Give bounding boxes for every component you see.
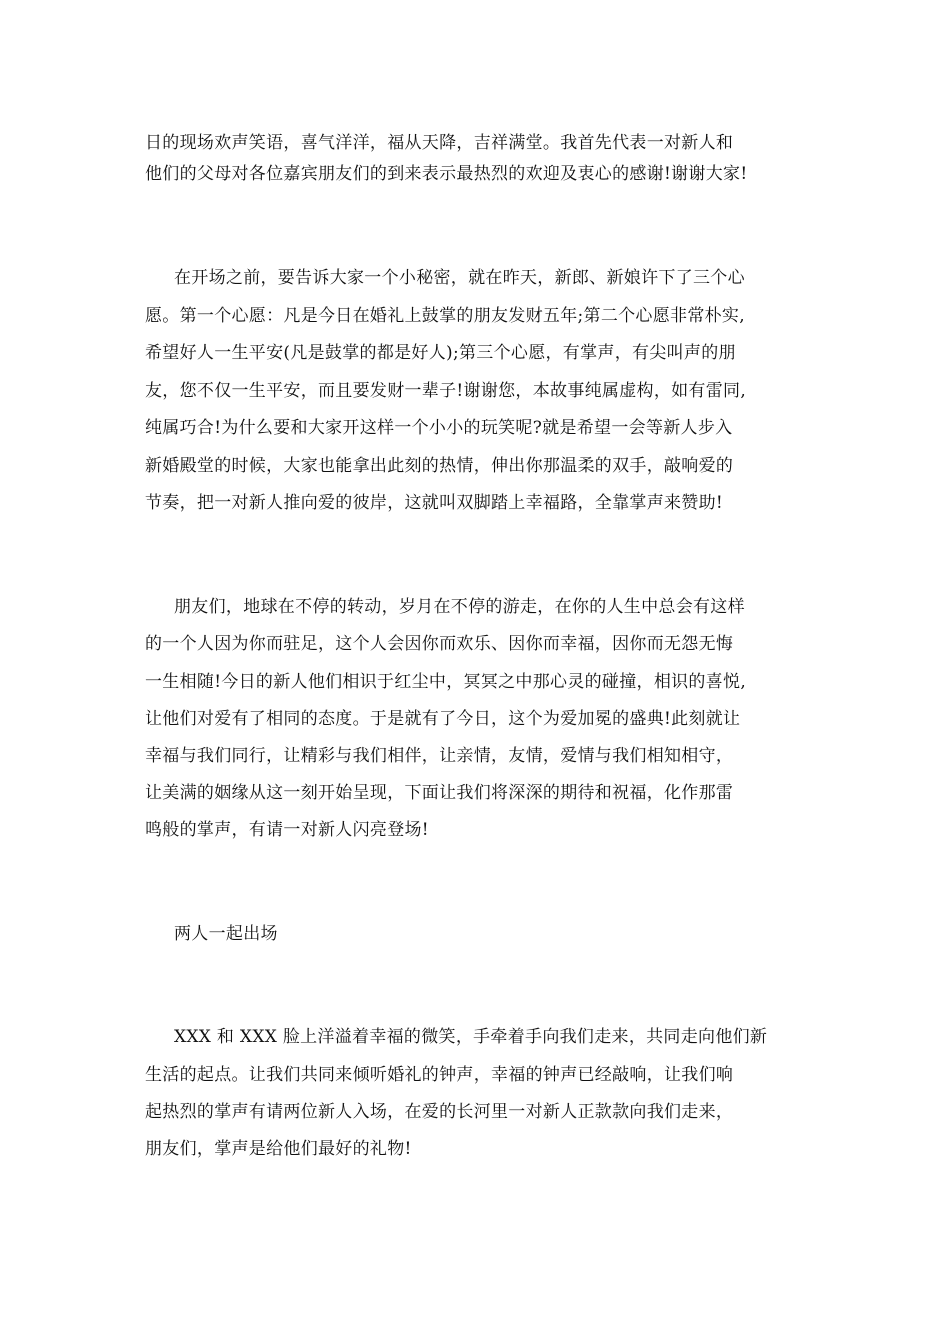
paragraph-3-line-4: 让他们对爱有了相同的态度。于是就有了今日，这个为爱加冕的盛典!此刻就让 <box>145 709 741 729</box>
paragraph-2-line-6: 新婚殿堂的时候，大家也能拿出此刻的热情，伸出你那温柔的双手，敲响爱的 <box>145 456 734 476</box>
paragraph-4-line-3: 起热烈的掌声有请两位新人入场，在爱的长河里一对新人正款款向我们走来， <box>145 1102 734 1122</box>
paragraph-2-line-1: 在开场之前，要告诉大家一个小秘密，就在昨天，新郎、新娘许下了三个心 <box>174 268 745 288</box>
paragraph-3-line-6: 让美满的姻缘从这一刻开始呈现，下面让我们将深深的期待和祝福，化作那雷 <box>145 783 734 803</box>
paragraph-1-line-1: 日的现场欢声笑语，喜气洋洋，福从天降，吉祥满堂。我首先代表一对新人和 <box>145 133 734 153</box>
paragraph-2-line-2: 愿。第一个心愿：凡是今日在婚礼上鼓掌的朋友发财五年;第二个心愿非常朴实, <box>145 306 745 326</box>
paragraph-4-line-1: XXX 和 XXX 脸上洋溢着幸福的微笑，手牵着手向我们走来，共同走向他们新 <box>174 1027 768 1047</box>
paragraph-3-line-2: 的一个人因为你而驻足，这个人会因你而欢乐、因你而幸福，因你而无怨无悔 <box>145 634 734 654</box>
paragraph-3-line-1: 朋友们，地球在不停的转动，岁月在不停的游走，在你的人生中总会有这样 <box>174 597 745 617</box>
paragraph-3-line-7: 鸣般的掌声，有请一对新人闪亮登场! <box>145 820 429 840</box>
paragraph-2-line-4: 友，您不仅一生平安，而且要发财一辈子!谢谢您，本故事纯属虚构，如有雷同, <box>145 381 747 401</box>
paragraph-4-line-4: 朋友们，掌声是给他们最好的礼物! <box>145 1139 412 1159</box>
paragraph-3-line-5: 幸福与我们同行，让精彩与我们相伴，让亲情，友情，爱情与我们相知相守， <box>145 746 734 766</box>
paragraph-2-line-7: 节奏，把一对新人推向爱的彼岸，这就叫双脚踏上幸福路，全靠掌声来赞助! <box>145 493 724 513</box>
paragraph-4-line-2: 生活的起点。让我们共同来倾听婚礼的钟声，幸福的钟声已经敲响，让我们响 <box>145 1065 734 1085</box>
stage-direction: 两人一起出场 <box>174 924 278 944</box>
paragraph-2-line-3: 希望好人一生平安(凡是鼓掌的都是好人);第三个心愿，有掌声，有尖叫声的朋 <box>145 343 736 363</box>
paragraph-2-line-5: 纯属巧合!为什么要和大家开这样一个小小的玩笑呢?就是希望一会等新人步入 <box>145 418 733 438</box>
paragraph-3-line-3: 一生相随!今日的新人他们相识于红尘中，冥冥之中那心灵的碰撞，相识的喜悦, <box>145 672 747 692</box>
paragraph-1-line-2: 他们的父母对各位嘉宾朋友们的到来表示最热烈的欢迎及衷心的感谢!谢谢大家! <box>145 164 748 184</box>
